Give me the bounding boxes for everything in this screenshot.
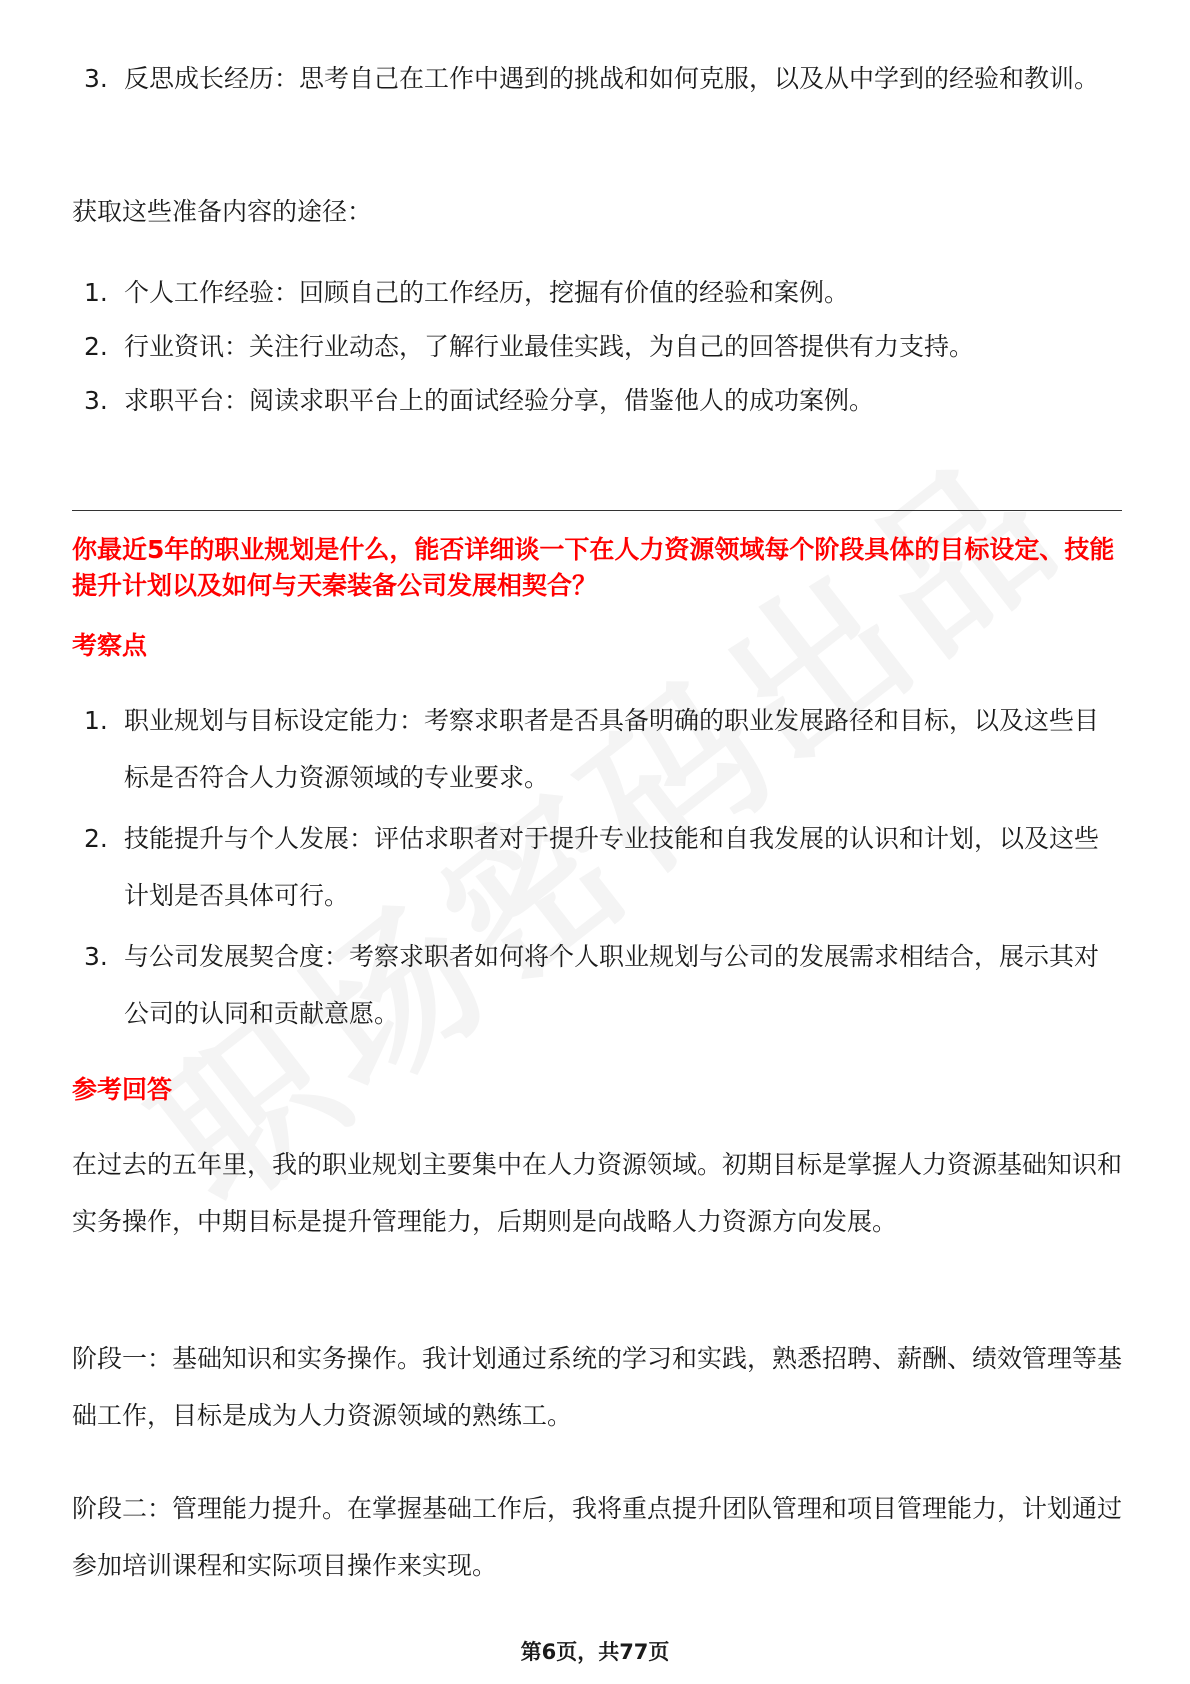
list-number: 1. (84, 278, 108, 307)
answer-paragraph: 在过去的五年里，我的职业规划主要集中在人力资源领域。初期目标是掌握人力资源基础知识和实务操作，中期目标是提升管理能力，后期则是向战略人力资源方向发展。 (72, 1150, 1123, 1236)
list-text: 求职平台：阅读求职平台上的面试经验分享，借鉴他人的成功案例。 (124, 386, 875, 415)
list-item (84, 928, 1114, 1042)
list-text: 技能提升与个人发展：评估求职者对于提升专业技能和自我发展的认识和计划，以及这些计划是否具体可行。 (124, 824, 1100, 910)
list-number: 1. (84, 706, 108, 735)
page-footer: 第6页，共77页 (520, 1640, 670, 1664)
section-divider (72, 510, 1122, 511)
answer-paragraph: 阶段一：基础知识和实务操作。我计划通过系统的学习和实践，熟悉招聘、薪酬、绩效管理等基础工作，目标是成为人力资源领域的熟练工。 (72, 1344, 1123, 1430)
list-text: 职业规划与目标设定能力：考察求职者是否具备明确的职业发展路径和目标，以及这些目标是否符合人力资源领域的专业要求。 (124, 706, 1100, 792)
answer-paragraph: 阶段二：管理能力提升。在掌握基础工作后，我将重点提升团队管理和项目管理能力，计划通过参加培训课程和实际项目操作来实现。 (72, 1494, 1123, 1580)
list-item (84, 50, 1114, 107)
list-text: 与公司发展契合度：考察求职者如何将个人职业规划与公司的发展需求相结合，展示其对公司的认同和贡献意愿。 (124, 942, 1100, 1028)
list-number: 3. (84, 386, 108, 415)
list-item (84, 692, 1114, 806)
list-number: 3. (84, 64, 108, 93)
list-item (84, 372, 1114, 429)
list-item (84, 264, 1114, 321)
assessment-heading: 考察点 (72, 631, 148, 660)
sources-intro: 获取这些准备内容的途径： (72, 197, 373, 226)
list-item (84, 318, 1114, 375)
answer-heading: 参考回答 (72, 1075, 173, 1104)
list-number: 3. (84, 942, 108, 971)
list-text: 行业资讯：关注行业动态，了解行业最佳实践，为自己的回答提供有力支持。 (124, 332, 975, 361)
list-text: 反思成长经历：思考自己在工作中遇到的挑战和如何克服，以及从中学到的经验和教训。 (124, 64, 1100, 93)
list-number: 2. (84, 332, 108, 361)
list-number: 2. (84, 824, 108, 853)
list-item (84, 810, 1114, 924)
question-heading: 你最近5年的职业规划是什么，能否详细谈一下在人力资源领域每个阶段具体的目标设定、技能提升计划以及如何与天秦装备公司发展相契合？ (72, 535, 1115, 600)
list-text: 个人工作经验：回顾自己的工作经历，挖掘有价值的经验和案例。 (124, 278, 850, 307)
